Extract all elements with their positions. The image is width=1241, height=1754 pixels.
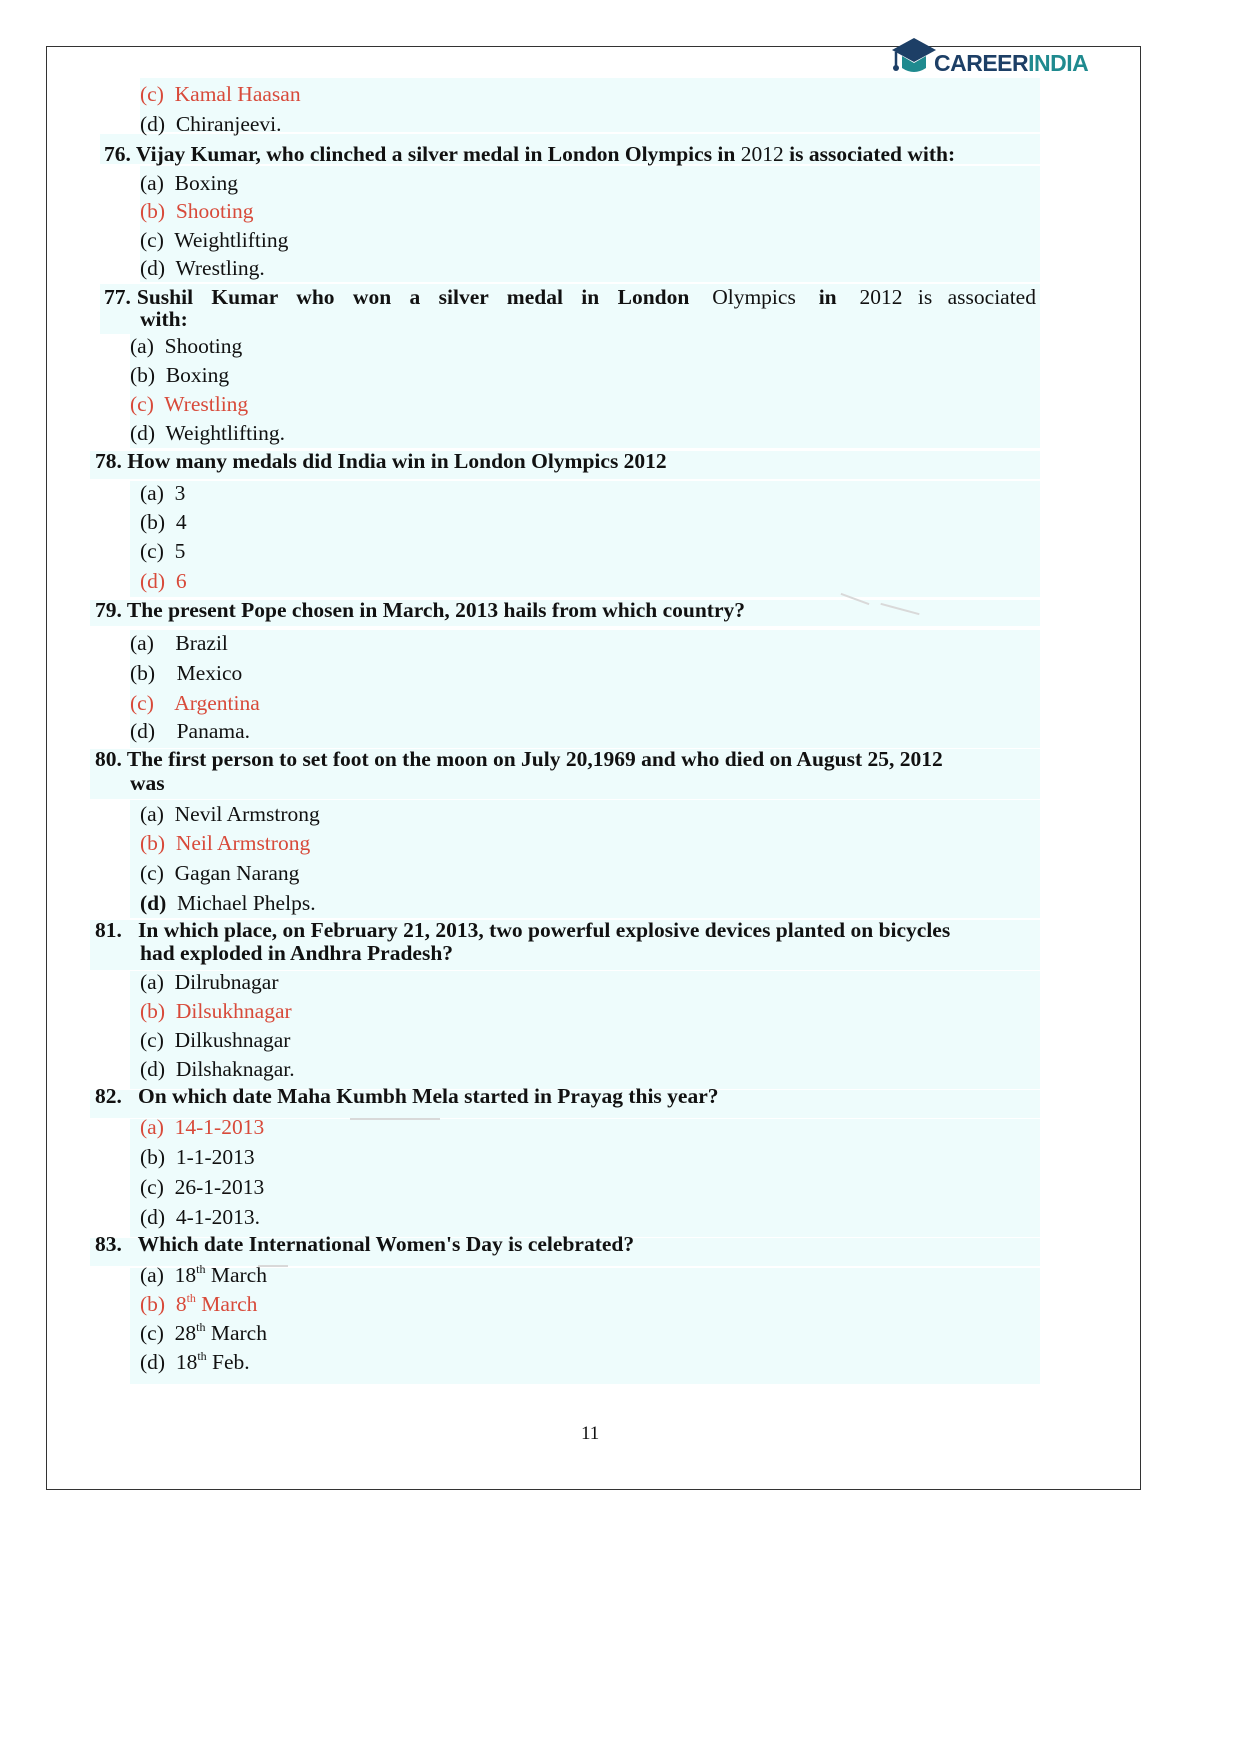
option-line [130, 630, 228, 656]
option-label: (b) [130, 363, 156, 387]
option-label: (a) [140, 481, 164, 505]
option-day: 18 [175, 1350, 198, 1374]
option-text: Panama. [176, 719, 251, 743]
option-line [140, 227, 288, 253]
ordinal-suffix: th [196, 1319, 206, 1334]
option-text: Shooting [175, 199, 254, 223]
option-label: (b) [130, 661, 156, 685]
question-text: had exploded in Andhra Pradesh? [140, 941, 454, 965]
question-text: is associated with: [783, 142, 956, 166]
option-line [140, 538, 185, 564]
option-line [130, 333, 242, 359]
option-label: (a) [140, 1115, 164, 1139]
question-number: 79. [95, 598, 122, 622]
question-text: On which date Maha Kumbh Mela started in Prayag this year? [138, 1084, 719, 1108]
option-text: March [205, 1263, 267, 1287]
option-label: (a) [140, 970, 164, 994]
option-label: (d) [140, 891, 167, 915]
question-80-cont [130, 770, 165, 796]
option-label: (b) [140, 1292, 166, 1316]
option-day: 28 [174, 1321, 197, 1345]
graduation-cap-icon [890, 34, 938, 82]
option-line [140, 1320, 267, 1346]
option-label: (a) [140, 171, 164, 195]
option-label: (c) [140, 1321, 164, 1345]
option-line [140, 969, 279, 995]
option-text: Shooting [164, 334, 243, 358]
option-label: (d) [130, 421, 156, 445]
option-label: (b) [140, 831, 166, 855]
option-label: (a) [140, 1263, 164, 1287]
option-label: (b) [140, 1145, 166, 1169]
ordinal-suffix: th [197, 1348, 207, 1363]
option-label: (a) [130, 334, 154, 358]
highlight-band [130, 630, 1040, 748]
question-76 [104, 141, 955, 167]
question-77-cont [140, 306, 188, 332]
option-label: (a) [130, 631, 154, 655]
highlight-band [140, 166, 1040, 282]
option-label: (c) [140, 82, 164, 106]
question-number: 77. [104, 285, 131, 309]
option-line [140, 1349, 250, 1375]
option-line [140, 111, 282, 137]
option-text: 1-1-2013 [175, 1145, 255, 1169]
option-line [140, 480, 185, 506]
question-text: was [130, 771, 165, 795]
option-line [140, 568, 187, 594]
option-label: (d) [140, 1205, 166, 1229]
option-line [140, 198, 253, 224]
option-text: 3 [174, 481, 186, 505]
option-line [140, 509, 187, 535]
option-text: 4-1-2013. [175, 1205, 261, 1229]
option-label: (c) [130, 392, 154, 416]
question-number: 78. [95, 449, 122, 473]
option-text: March [195, 1292, 258, 1316]
question-text-part: Sushil Kumar who won a silver medal in London [136, 285, 690, 309]
option-line [140, 81, 301, 107]
option-label: (b) [140, 510, 166, 534]
question-80 [95, 746, 943, 772]
option-text: Brazil [175, 631, 228, 655]
option-line [130, 718, 250, 744]
option-day: 18 [174, 1263, 197, 1287]
option-text: Dilshaknagar. [175, 1057, 295, 1081]
option-text: Feb. [206, 1350, 250, 1374]
question-text: Which date International Women's Day is celebrated? [137, 1232, 635, 1256]
option-text: Weightlifting. [165, 421, 285, 445]
highlight-band [130, 481, 1040, 597]
question-text: with: [140, 307, 188, 331]
option-text: Gagan Narang [174, 861, 300, 885]
option-line [140, 801, 320, 827]
question-text: 2012 [740, 142, 784, 166]
option-line [140, 1027, 290, 1053]
option-line [140, 1144, 255, 1170]
option-text: 5 [174, 539, 186, 563]
option-text: Kamal Haasan [174, 82, 301, 106]
highlight-band [130, 1119, 1040, 1237]
question-82 [95, 1083, 719, 1109]
option-text: Wrestling [164, 392, 249, 416]
question-text: Vijay Kumar, who clinched a silver medal in London Olympics in [135, 142, 741, 166]
option-text: 6 [175, 569, 187, 593]
option-label: (c) [140, 1028, 164, 1052]
question-83 [95, 1231, 634, 1257]
option-text: Argentina [174, 691, 260, 715]
question-text: The present Pope chosen in March, 2013 hails from which country? [126, 598, 746, 622]
careerindia-logo [890, 34, 1089, 82]
question-81-cont [140, 940, 453, 966]
option-text: Mexico [176, 661, 243, 685]
option-label: (c) [140, 228, 164, 252]
option-label: (d) [140, 1057, 166, 1081]
option-day: 8 [175, 1292, 187, 1316]
option-label: (c) [140, 539, 164, 563]
option-line [140, 1262, 267, 1288]
question-number: 81. [95, 918, 122, 942]
option-label: (a) [140, 802, 164, 826]
option-label: (d) [140, 112, 166, 136]
scan-artifact [350, 1118, 440, 1120]
page-number: 11 [581, 1423, 600, 1444]
option-label: (d) [130, 719, 156, 743]
option-text: Dilsukhnagar [175, 999, 292, 1023]
option-line [140, 1174, 264, 1200]
option-text: 14-1-2013 [174, 1115, 265, 1139]
option-label: (d) [140, 1350, 166, 1374]
option-text: Michael Phelps. [177, 891, 316, 915]
question-77 [104, 284, 1036, 310]
option-line [140, 890, 316, 916]
option-label: (d) [140, 569, 166, 593]
option-line [140, 1114, 264, 1140]
option-line [130, 362, 229, 388]
option-text: Boxing [174, 171, 238, 195]
question-number: 82. [95, 1084, 122, 1108]
question-text: The first person to set foot on the moon on July 20,1969 and who died on August 25, 2012 [126, 747, 943, 771]
option-text: 4 [175, 510, 187, 534]
option-label: (b) [140, 199, 166, 223]
question-number: 83. [95, 1232, 122, 1256]
question-number: 76. [104, 142, 131, 166]
option-line [140, 1204, 260, 1230]
option-text: Boxing [165, 363, 230, 387]
option-label: (b) [140, 999, 166, 1023]
option-line [130, 420, 285, 446]
option-line [140, 1056, 295, 1082]
question-text: In which place, on February 21, 2013, two powerful explosive devices planted on bicycles [138, 918, 951, 942]
option-line [140, 830, 310, 856]
option-line [140, 860, 299, 886]
question-78 [95, 448, 667, 474]
option-text: Nevil Armstrong [174, 802, 320, 826]
option-label: (d) [140, 256, 166, 280]
question-text-part: in [818, 285, 837, 309]
ordinal-suffix: th [186, 1290, 196, 1305]
question-text: How many medals did India win in London Olympics 2012 [127, 449, 667, 473]
option-text: March [205, 1321, 267, 1345]
option-text: Neil Armstrong [175, 831, 311, 855]
logo-india-text: INDIA [1028, 50, 1089, 76]
option-text: Dilkushnagar [174, 1028, 291, 1052]
option-line [140, 170, 238, 196]
option-text: Wrestling. [175, 256, 265, 280]
option-text: Chiranjeevi. [175, 112, 282, 136]
option-label: (c) [130, 691, 154, 715]
question-text-part: 2012 is associated [859, 285, 1036, 309]
option-line [140, 998, 292, 1024]
question-79 [95, 597, 745, 623]
option-line [140, 255, 265, 281]
question-text [137, 284, 1036, 310]
option-line [130, 660, 242, 686]
option-line [130, 391, 248, 417]
option-label: (c) [140, 1175, 164, 1199]
logo-wordmark [934, 50, 1088, 77]
option-text: Dilrubnagar [174, 970, 279, 994]
question-text-part: Olympics [712, 285, 796, 309]
logo-career-text: CAREER [934, 50, 1029, 76]
option-line [130, 690, 260, 716]
option-text: 26-1-2013 [174, 1175, 265, 1199]
option-line [140, 1291, 257, 1317]
option-text: Weightlifting [174, 228, 289, 252]
option-label: (c) [140, 861, 164, 885]
ordinal-suffix: th [196, 1261, 206, 1276]
question-number: 80. [95, 747, 122, 771]
